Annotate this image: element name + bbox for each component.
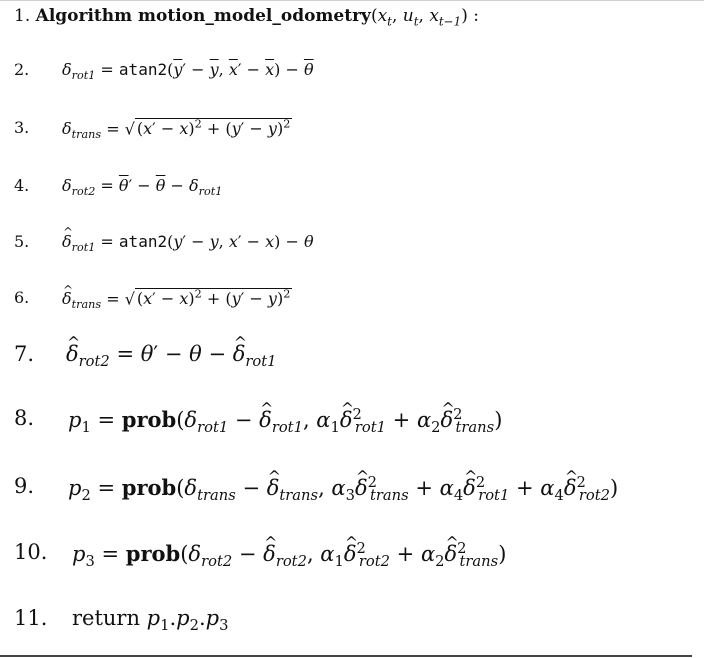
line-11 bbox=[14, 606, 229, 635]
line-number: 9. bbox=[14, 474, 35, 498]
line-number: 2. bbox=[14, 60, 30, 79]
line-number: 3. bbox=[14, 118, 30, 137]
line-number: 5. bbox=[14, 232, 30, 251]
line-9 bbox=[14, 474, 619, 505]
algorithm-title bbox=[14, 6, 479, 28]
line-10 bbox=[14, 540, 507, 571]
bottom-rule bbox=[0, 655, 692, 657]
equation: ^ $\delta_{rot2} = \theta' - \theta$ − ^ $\delta_{rot1}$ bbox=[66, 342, 277, 370]
equation: $\delta_{rot2} = \overline{\theta}' - \overline{\theta} - \delta_{rot1}$ bbox=[62, 176, 223, 199]
line-number: 10. bbox=[14, 540, 48, 564]
line-5 bbox=[14, 232, 314, 255]
line-3 bbox=[14, 118, 291, 142]
equation: return $p_1.p_2.p_3$ bbox=[72, 606, 229, 635]
line-number: 11. bbox=[14, 606, 48, 630]
title-number: 1. bbox=[14, 6, 31, 26]
algorithm-args: ($x_t$, $u_t$, $x_{t-1}$) : bbox=[370, 6, 479, 29]
equation: ^ $\delta_{trans}$ = √ $(x' - x)^2 + (y' - y)^2$ bbox=[62, 288, 292, 312]
line-6 bbox=[14, 288, 291, 312]
line-8 bbox=[14, 406, 503, 437]
line-2 bbox=[14, 60, 314, 83]
algorithm-name: Algorithm motion_model_odometry bbox=[35, 6, 371, 26]
line-number: 4. bbox=[14, 176, 30, 195]
equation: $\delta_{trans}$ = √ $(\overline{x}' - \overline{x})^2 + (\overline{y}' - \overline{y})^2$ bbox=[62, 118, 291, 142]
equation: $p_1$ = $prob(\delta_{rot1}$ − ^ $\delta_{rot1}$, $\alpha_1\^{}$ $\delta^2_{rot1}$ + $\alpha_2\^{}$ $\delta^2_{trans}$) bbox=[68, 406, 502, 436]
line-4 bbox=[14, 176, 223, 199]
equation: $\delta_{rot1} = atan2(\overline{y}' - \overline{y}$, $\overline{x}' - \overline{x}) - \overline{\theta}$ bbox=[62, 60, 314, 83]
top-rule bbox=[0, 0, 704, 1]
equation: $p_3$ = $prob(\delta_{rot2}$ − ^ $\delta_{rot2}$, $\alpha_1\^{}$ $\delta^2_{rot2}$ + $\alpha_2\^{}$ $\delta^2_{trans}$) bbox=[72, 540, 506, 570]
equation: ^ $\delta_{rot1} = atan2(y' - y$, x′ − x) − θ bbox=[62, 232, 314, 254]
line-number: 6. bbox=[14, 288, 30, 307]
line-number: 7. bbox=[14, 342, 35, 366]
equation: $p_2$ = $prob(\delta_{trans}$ − ^ $\delta_{trans}$, $\alpha_3\^{}$ $\delta^2_{trans}$ + $\alpha_4\^{}$ $\delta^2_{rot1}$ + $\alpha_4\^{}$ $\delta^2_{rot2}$) bbox=[68, 474, 618, 504]
line-7 bbox=[14, 342, 277, 371]
line-number: 8. bbox=[14, 406, 35, 430]
